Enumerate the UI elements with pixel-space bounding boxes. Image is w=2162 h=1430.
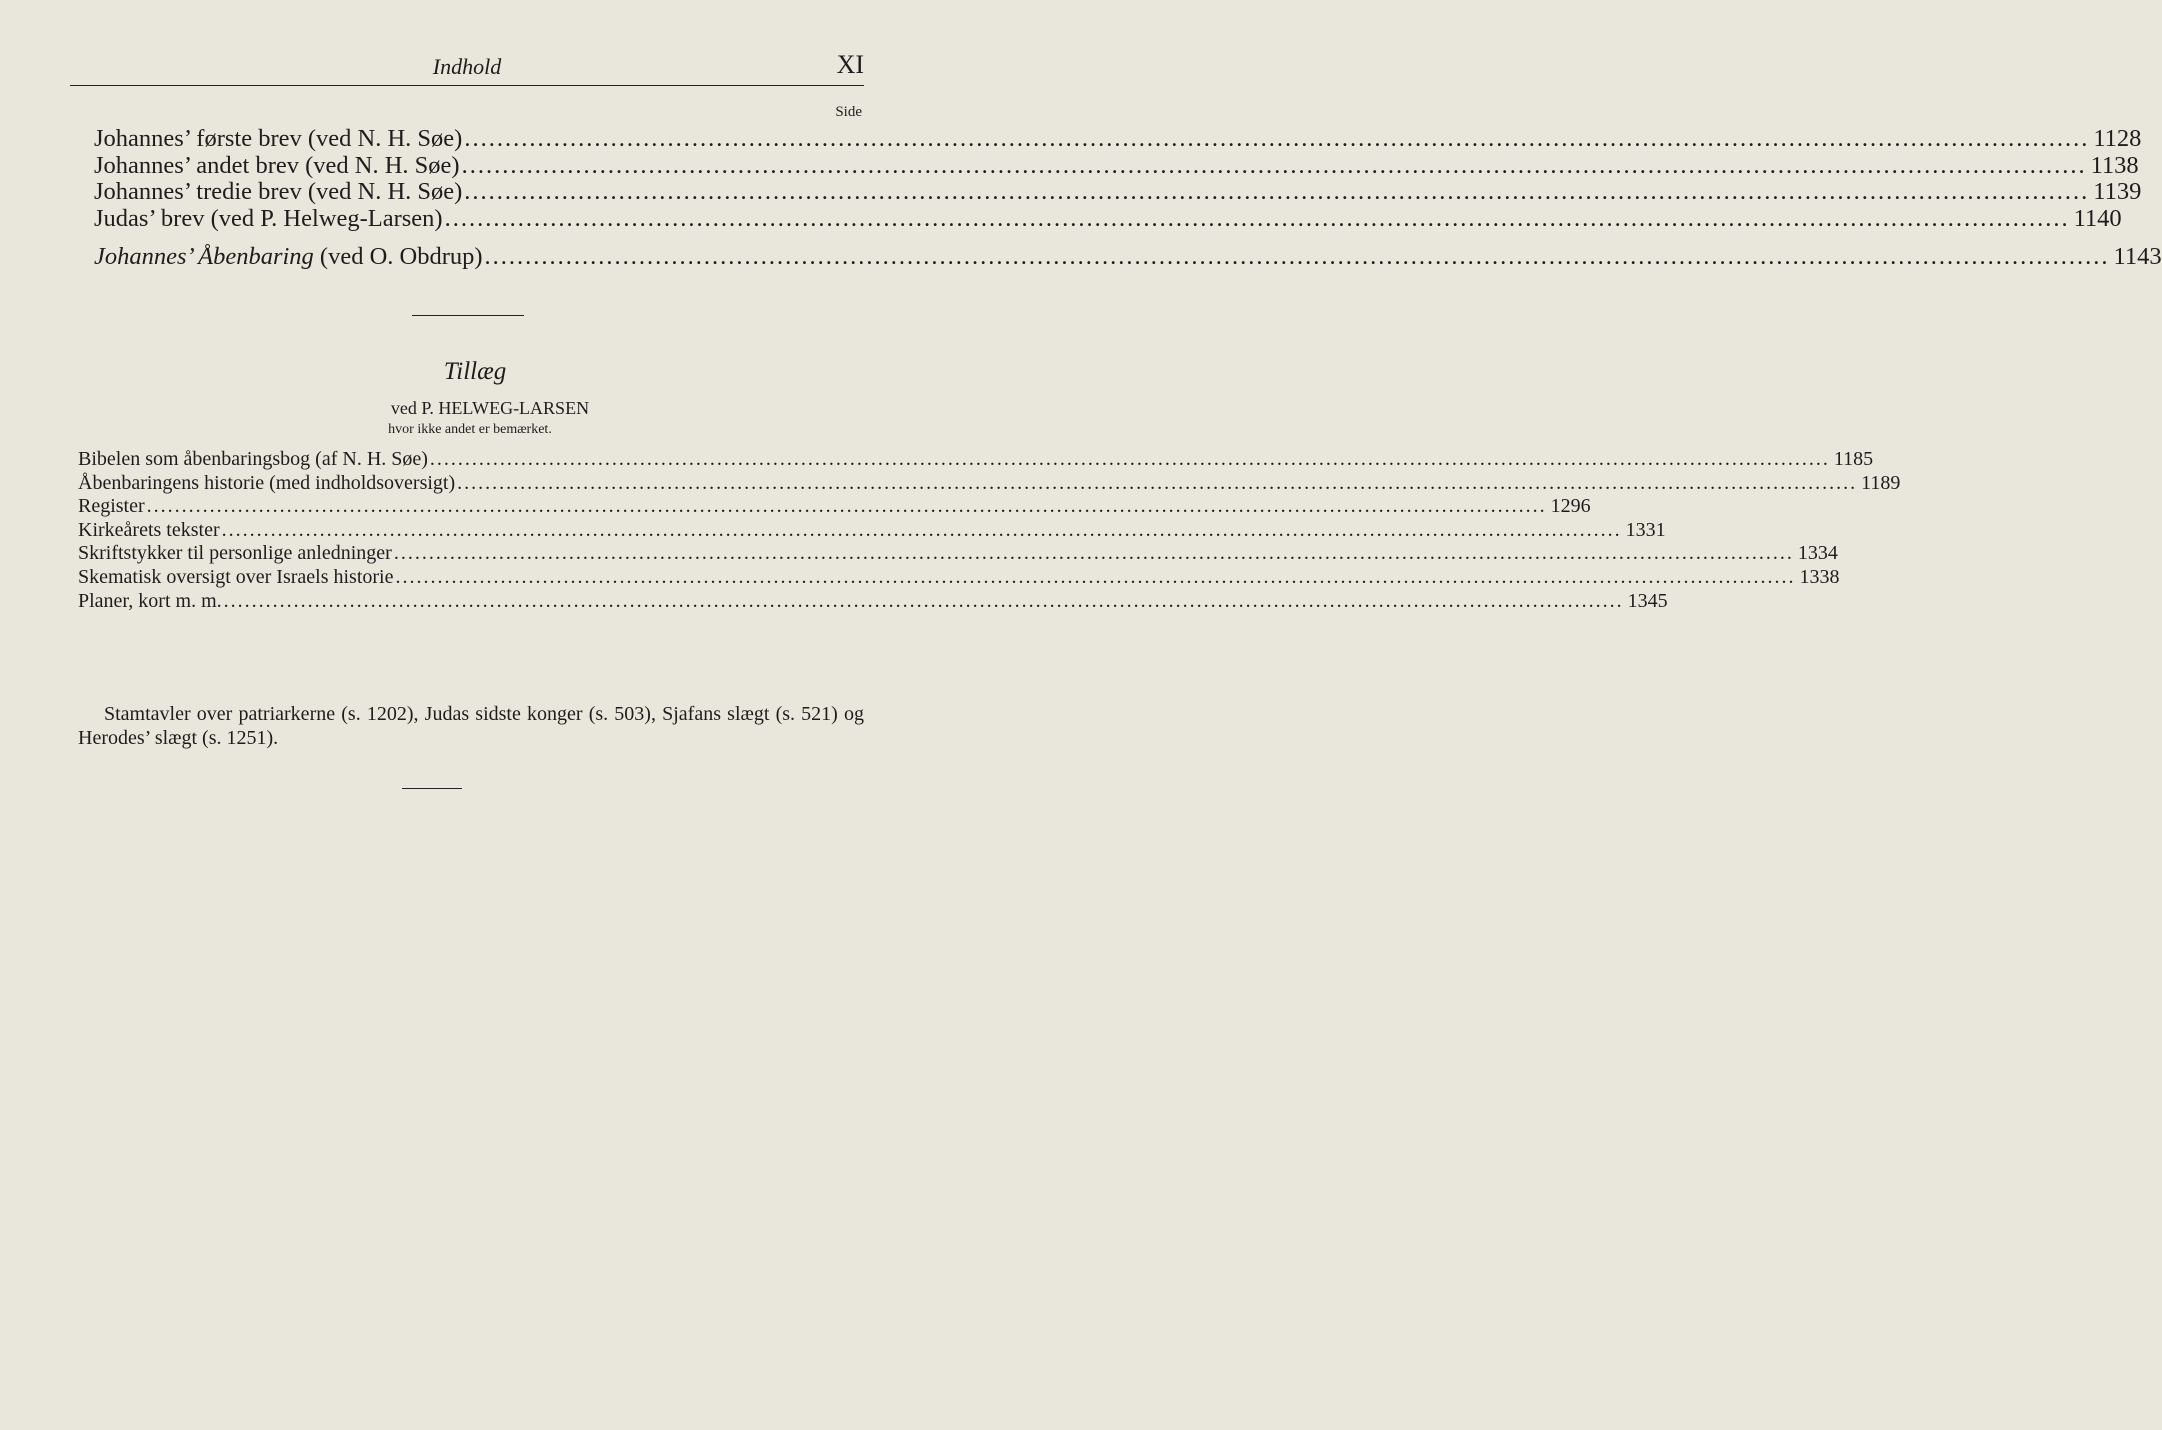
page-header (70, 50, 864, 84)
leader-dots: ........................................................................................................................................................................................................ (461, 151, 2087, 179)
toc-entry-page: 1338 (1799, 565, 1840, 588)
running-title: Indhold (432, 54, 502, 79)
toc-entry-page: 1296 (1550, 495, 1591, 518)
toc-entry (78, 565, 1840, 590)
appendix-note: hvor ikke andet er bemærket. (388, 422, 552, 437)
toc-entry (78, 542, 1838, 566)
toc-entry-label: Åbenbaringens historie (med indholdsoversigt) (78, 471, 456, 494)
toc-entry-label: Kirkeårets tekster (78, 518, 220, 541)
toc-main-list (94, 125, 2162, 271)
toc-entry-author: (ved O. Obdrup) (313, 243, 483, 271)
toc-entry (94, 125, 2142, 153)
toc-entry (78, 495, 1591, 519)
toc-entry-label: Johannes’ tredie brev (ved N. H. Søe) (94, 178, 463, 206)
side-column-label: Side (835, 104, 862, 120)
section-divider (412, 315, 524, 316)
toc-entry-page: 1143 (2113, 243, 2162, 271)
toc-entry (94, 178, 2142, 206)
toc-entry-label: Register (78, 495, 145, 518)
leader-dots: ........................................................................................................................................................................................................ (464, 125, 2090, 152)
appendix-title: Tillæg (443, 358, 507, 385)
leader-dots: ........................................................................................................................................................................................................ (395, 565, 1796, 588)
toc-entry-page: 1331 (1625, 518, 1666, 541)
toc-entry-page: 1139 (2093, 178, 2142, 206)
leader-dots: ........................................................................................................................................................................................................ (221, 518, 1622, 541)
toc-entry-label: Skematisk oversigt over Israels historie (78, 565, 394, 588)
leader-dots: ........................................................................................................................................................................................................ (146, 495, 1547, 518)
toc-entry (78, 589, 1668, 614)
leader-dots: ........................................................................................................................................................................................................ (393, 542, 1794, 565)
toc-entry (78, 518, 1666, 543)
genealogy-note (78, 702, 864, 750)
toc-entry-page: 1185 (1833, 448, 1874, 470)
toc-entry-revelation (94, 243, 2162, 271)
page-number: XI (836, 50, 864, 79)
toc-entry (94, 204, 2122, 233)
leader-dots: ........................................................................................................................................................................................................ (223, 589, 1624, 612)
leader-dots: ........................................................................................................................................................................................................ (444, 204, 2070, 232)
toc-entry-italic-title: Johannes’ Åbenbaring (94, 243, 314, 271)
toc-entry-page: 1140 (2073, 204, 2122, 232)
closing-divider (402, 788, 462, 789)
toc-entry (94, 151, 2139, 180)
toc-entry-page: 1334 (1797, 542, 1838, 565)
toc-entry-label: Bibelen som åbenbaringsbog (af N. H. Søe) (78, 448, 428, 470)
toc-entry-label: Johannes’ andet brev (ved N. H. Søe) (94, 151, 460, 179)
leader-dots: ........................................................................................................................................................................................................ (457, 471, 1858, 494)
genealogy-note-text: Stamtavler over patriarkerne (s. 1202), Judas sidste konger (s. 503), Sjafans slægt (s. 521) og Herodes’ slægt (s. 1251). (78, 703, 864, 749)
leader-dots: ........................................................................................................................................................................................................ (429, 448, 1830, 470)
toc-entry-page: 1138 (2090, 151, 2139, 179)
toc-entry-label: Skriftstykker til personlige anledninger (78, 542, 392, 565)
toc-entry (78, 471, 1901, 496)
leader-dots: ........................................................................................................................................................................................................ (484, 243, 2110, 271)
toc-entry (78, 448, 1874, 472)
appendix-byline: ved P. HELWEG-LARSEN (390, 398, 590, 418)
toc-entry-page: 1128 (2093, 125, 2142, 152)
leader-dots: ........................................................................................................................................................................................................ (464, 178, 2090, 206)
toc-entry-label: Planer, kort m. m. (78, 589, 222, 612)
toc-entry-label: Johannes’ første brev (ved N. H. Søe) (94, 125, 463, 152)
toc-entry-page: 1345 (1627, 589, 1668, 612)
toc-appendix-list (78, 448, 1901, 613)
toc-entry-label: Judas’ brev (ved P. Helweg-Larsen) (94, 204, 443, 232)
toc-entry-label (94, 244, 483, 271)
toc-entry-page: 1189 (1861, 471, 1901, 494)
header-rule (70, 85, 864, 86)
